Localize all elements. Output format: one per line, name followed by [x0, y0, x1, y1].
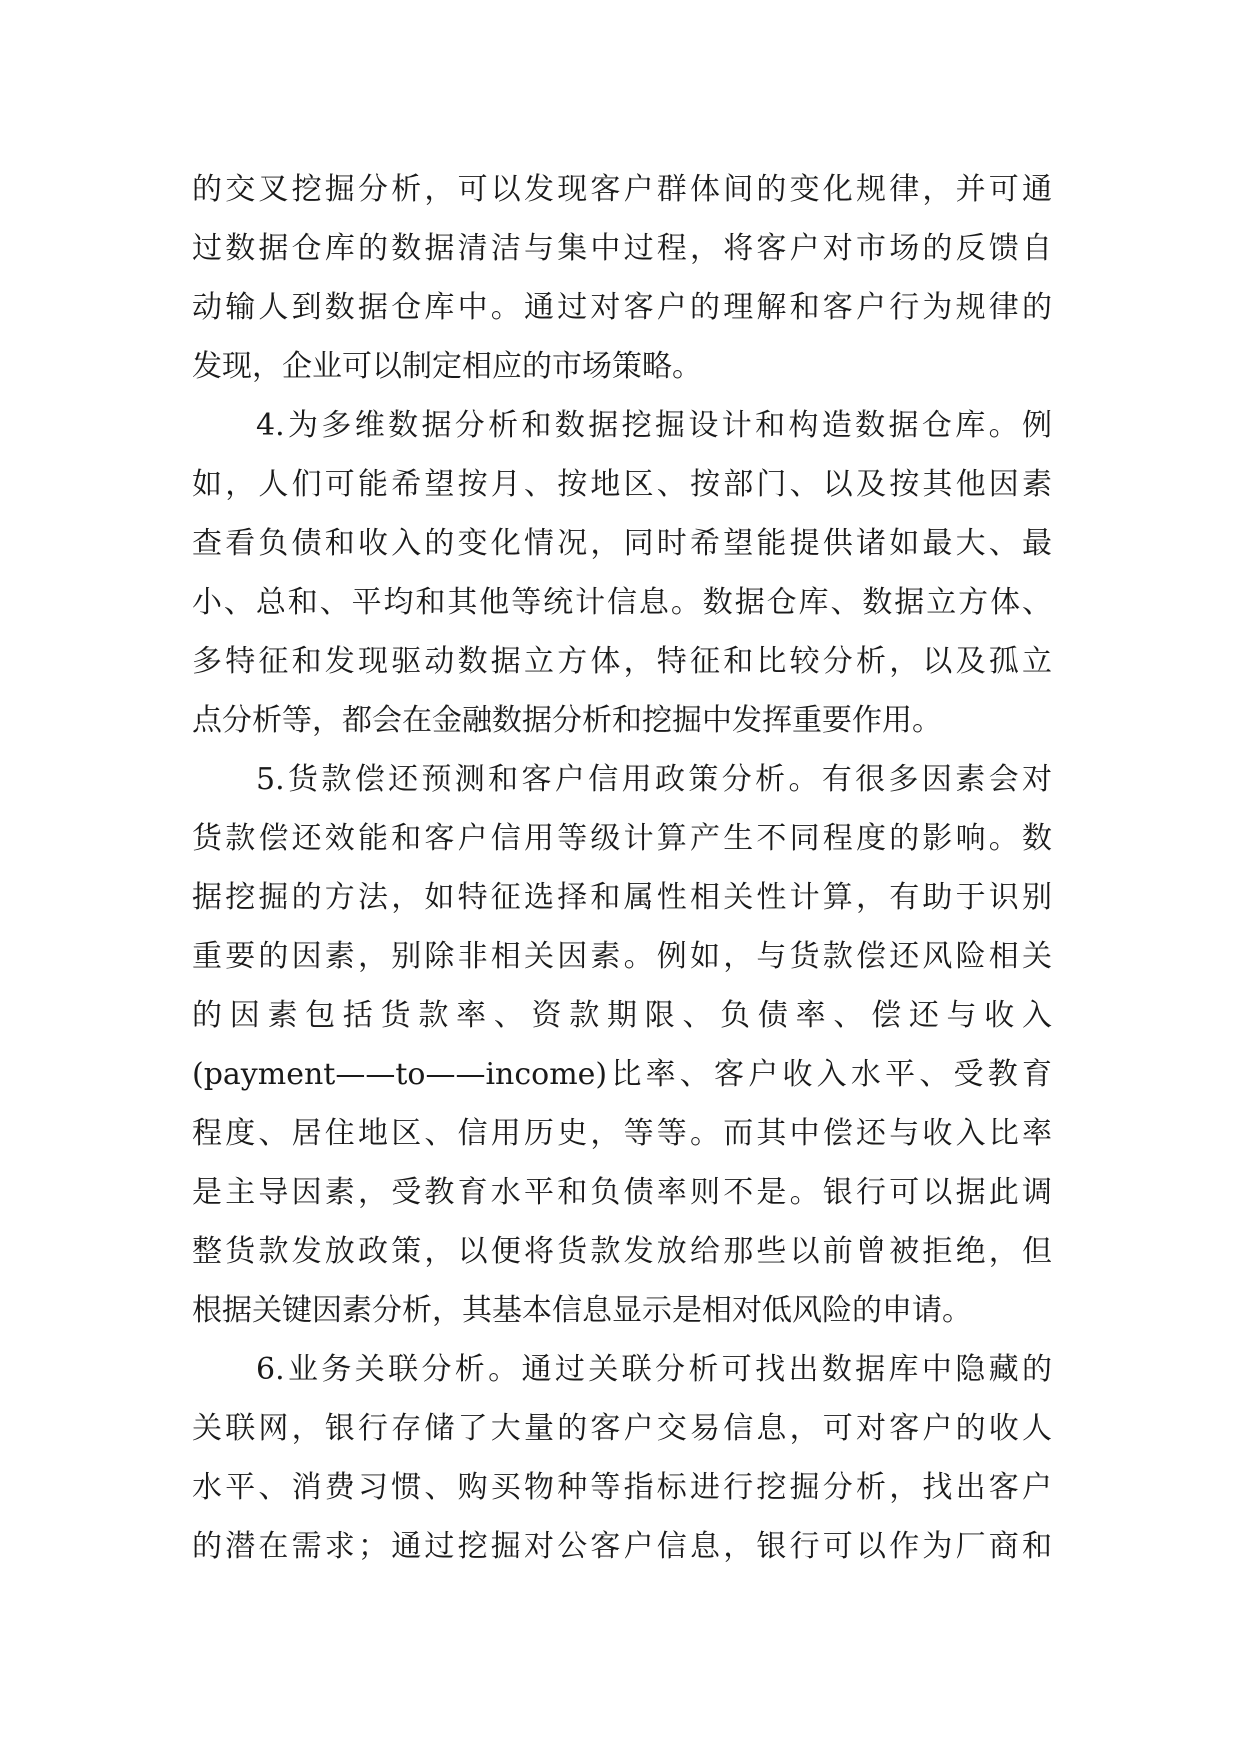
text-line: 货款偿还效能和客户信用等级计算产生不同程度的影响。数	[192, 821, 1052, 856]
text-line: 发现，企业可以制定相应的市场策略。	[192, 349, 702, 384]
paragraph-item-4-first-line: 4.为多维数据分析和数据挖掘设计和构造数据仓库。例	[256, 408, 1052, 443]
text-line: 过数据仓库的数据清洁与集中过程，将客户对市场的反馈自	[192, 231, 1052, 266]
text-line: 查看负债和收入的变化情况，同时希望能提供诸如最大、最	[192, 526, 1052, 561]
text-line: 据挖掘的方法，如特征选择和属性相关性计算，有助于识别	[192, 880, 1052, 915]
text-line: 点分析等，都会在金融数据分析和挖掘中发挥重要作用。	[192, 703, 942, 738]
text-line: 小、总和、平均和其他等统计信息。数据仓库、数据立方体、	[192, 585, 1052, 620]
body-text	[192, 160, 1052, 1576]
text-line: 程度、居住地区、信用历史，等等。而其中偿还与收入比率	[192, 1116, 1052, 1151]
text-line: 动输人到数据仓库中。通过对客户的理解和客户行为规律的	[192, 290, 1052, 325]
text-line: 的因素包括货款率、资款期限、负债率、偿还与收入	[192, 998, 1052, 1033]
text-line: 关联网，银行存储了大量的客户交易信息，可对客户的收人	[192, 1411, 1052, 1446]
text-line: (payment——to——income)比率、客户收入水平、受教育	[192, 1057, 1052, 1092]
text-line: 的交叉挖掘分析，可以发现客户群体间的变化规律，并可通	[192, 172, 1052, 207]
text-line: 重要的因素，别除非相关因素。例如，与货款偿还风险相关	[192, 939, 1052, 974]
text-line: 多特征和发现驱动数据立方体，特征和比较分析，以及孤立	[192, 644, 1052, 679]
text-line: 水平、消费习惯、购买物种等指标进行挖掘分析，找出客户	[192, 1470, 1052, 1505]
text-line: 是主导因素，受教育水平和负债率则不是。银行可以据此调	[192, 1175, 1052, 1210]
paragraph-item-6-first-line: 6.业务关联分析。通过关联分析可找出数据库中隐藏的	[256, 1352, 1052, 1387]
text-line: 如，人们可能希望按月、按地区、按部门、以及按其他因素	[192, 467, 1052, 502]
paragraph-item-5-first-line: 5.货款偿还预测和客户信用政策分析。有很多因素会对	[256, 762, 1052, 797]
text-line: 整货款发放政策，以便将货款发放给那些以前曾被拒绝，但	[192, 1234, 1052, 1269]
text-line: 的潜在需求；通过挖掘对公客户信息，银行可以作为厂商和	[192, 1529, 1052, 1564]
text-line: 根据关键因素分析，其基本信息显示是相对低风险的申请。	[192, 1293, 972, 1328]
